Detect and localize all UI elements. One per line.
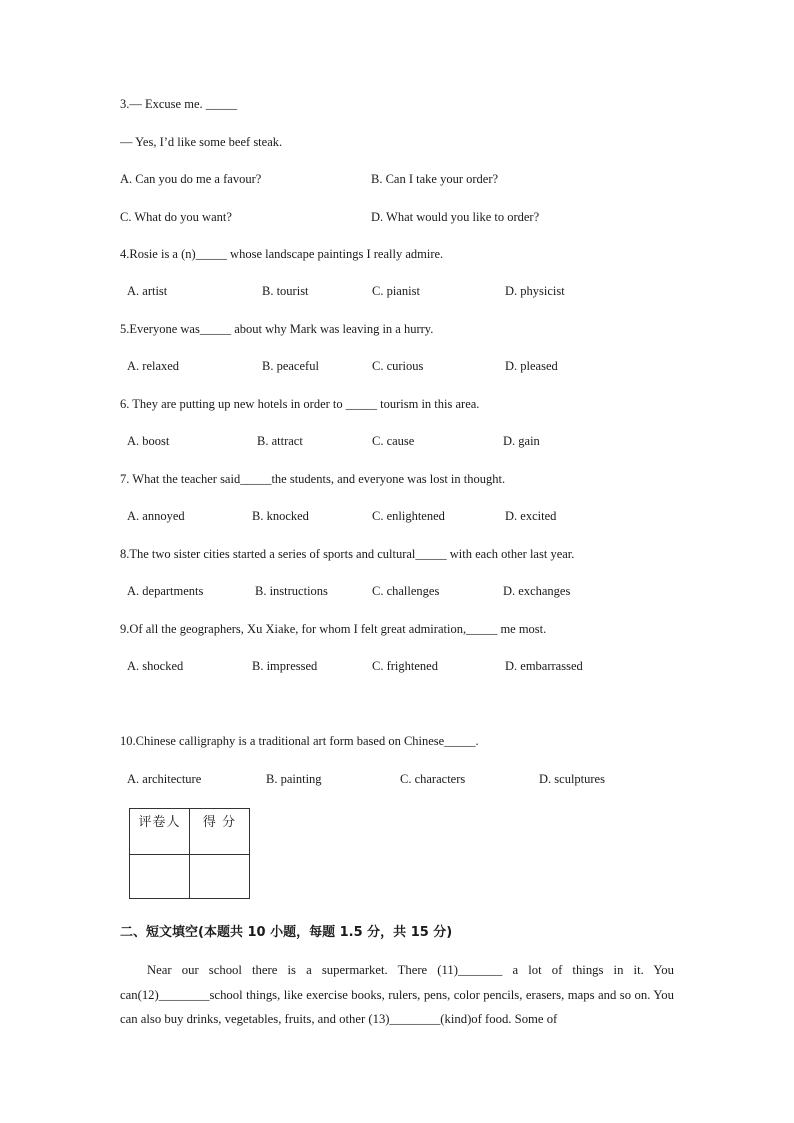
question-4-option-b: B. tourist xyxy=(262,284,309,298)
question-5-stem: 5.Everyone was_____ about why Mark was leaving in a hurry. xyxy=(120,322,434,336)
question-4-option-c: C. pianist xyxy=(372,284,420,298)
question-8-option-c: C. challenges xyxy=(372,584,440,598)
question-7-option-a: A. annoyed xyxy=(127,509,185,523)
question-8-option-d: D. exchanges xyxy=(503,584,571,598)
question-6-option-b: B. attract xyxy=(257,434,303,448)
passage xyxy=(120,958,674,1032)
question-4-stem: 4.Rosie is a (n)_____ whose landscape paintings I really admire. xyxy=(120,247,444,261)
question-10-stem: 10.Chinese calligraphy is a traditional art form based on Chinese_____. xyxy=(120,734,479,748)
question-9-option-c: C. frightened xyxy=(372,659,438,673)
question-6-option-d: D. gain xyxy=(503,434,540,448)
question-3-option-a: A. Can you do me a favour? xyxy=(120,172,262,186)
score-cell xyxy=(190,855,250,899)
question-10-option-d: D. sculptures xyxy=(539,772,605,786)
question-10-option-a: A. architecture xyxy=(127,772,202,786)
question-9-option-d: D. embarrassed xyxy=(505,659,583,673)
question-10-option-b: B. painting xyxy=(266,772,322,786)
question-3-option-c: C. What do you want? xyxy=(120,210,232,224)
question-5-option-b: B. peaceful xyxy=(262,359,319,373)
grader-cell xyxy=(130,855,190,899)
question-3-stem: 3.— Excuse me. _____ xyxy=(120,97,237,111)
question-7-stem: 7. What the teacher said_____the students, and everyone was lost in thought. xyxy=(120,472,506,486)
question-6-stem: 6. They are putting up new hotels in order to _____ tourism in this area. xyxy=(120,397,480,411)
question-7-option-d: D. excited xyxy=(505,509,557,523)
question-4-option-a: A. artist xyxy=(127,284,168,298)
question-9-stem: 9.Of all the geographers, Xu Xiake, for whom I felt great admiration,_____ me most. xyxy=(120,622,547,636)
question-8-stem: 8.The two sister cities started a series of sports and cultural_____ with each other last year. xyxy=(120,547,575,561)
question-7-option-c: C. enlightened xyxy=(372,509,445,523)
question-5-option-c: C. curious xyxy=(372,359,424,373)
question-10-option-c: C. characters xyxy=(400,772,466,786)
question-5-option-a: A. relaxed xyxy=(127,359,180,373)
question-4-option-d: D. physicist xyxy=(505,284,565,298)
section-title: 二、短文填空(本题共 10 小题，每题 1.5 分，共 15 分) xyxy=(120,925,453,940)
question-6-option-c: C. cause xyxy=(372,434,415,448)
score-table xyxy=(129,808,250,899)
question-5-option-d: D. pleased xyxy=(505,359,558,373)
question-9-option-b: B. impressed xyxy=(252,659,318,673)
score-label: 得 分 xyxy=(190,809,250,855)
question-9-option-a: A. shocked xyxy=(127,659,184,673)
question-7-option-b: B. knocked xyxy=(252,509,309,523)
question-6-option-a: A. boost xyxy=(127,434,170,448)
question-8-option-a: A. departments xyxy=(127,584,204,598)
question-3-reply: — Yes, I’d like some beef steak. xyxy=(120,135,283,149)
passage-text: Near our school there is a supermarket. There (11)_______ a lot of things in it. You can(12)________school things, like exercise books, rulers, pens, color pencils, erasers, maps and so on. You can also buy drinks, vegetables, fruits, and other (13)________(kind)of food. Some of xyxy=(120,963,674,1027)
question-8-option-b: B. instructions xyxy=(255,584,328,598)
grader-label: 评卷人 xyxy=(130,809,190,855)
question-3-option-d: D. What would you like to order? xyxy=(371,210,540,224)
question-3-option-b: B. Can I take your order? xyxy=(371,172,499,186)
